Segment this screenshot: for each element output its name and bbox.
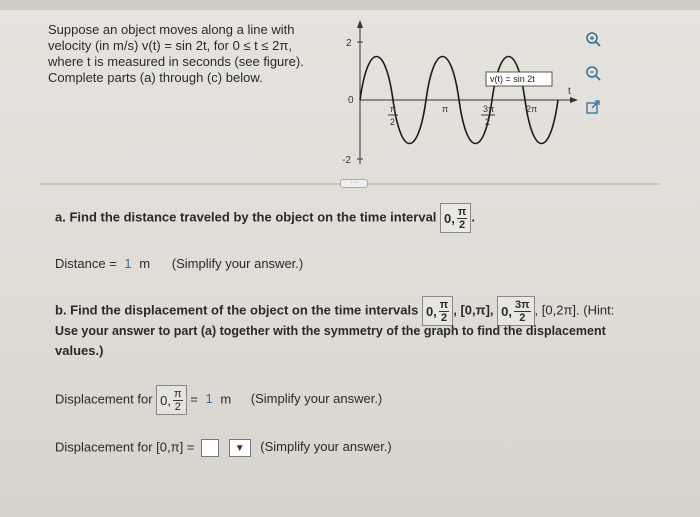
- y-tick-label-2: 2: [346, 38, 352, 49]
- zoom-in-icon[interactable]: [582, 28, 604, 50]
- problem-line-1: Suppose an object moves along a line with: [48, 22, 295, 37]
- disp1-equals: =: [190, 391, 198, 407]
- t-axis-label: t: [568, 86, 571, 97]
- part-b-interval-1: [422, 296, 453, 326]
- divider-handle[interactable]: ···: [340, 179, 368, 188]
- problem-line-2: velocity (in m/s) v(t) = sin 2t, for 0 ≤ t ≤ 2π,: [48, 38, 292, 53]
- disp1-den: 2: [174, 400, 181, 413]
- part-a-question: [55, 203, 475, 233]
- part-b-line-3: values.): [55, 343, 104, 358]
- part-a-interval-start: 0,: [444, 210, 455, 226]
- x-tick-pi: π: [442, 104, 449, 114]
- part-b-sep1: , [0,π],: [453, 302, 494, 318]
- part-b-int1-frac: [439, 299, 449, 324]
- displacement-1-label: Displacement for: [55, 391, 153, 407]
- part-b-int1-start: 0,: [425, 303, 437, 319]
- part-b-int2-frac: [514, 299, 531, 324]
- y-tick-label-neg2: -2: [342, 155, 351, 166]
- x-tick-pi-half-den: 2: [390, 117, 396, 127]
- displacement-2-label: Displacement for [0,π] =: [55, 439, 195, 455]
- displacement-2-row: [55, 439, 392, 457]
- problem-statement: [48, 22, 348, 86]
- part-a-interval-frac: [457, 206, 467, 231]
- part-a-frac-den: 2: [459, 218, 466, 231]
- x-tick-2pi: 2π: [526, 104, 538, 114]
- part-b-int2-den: 2: [519, 311, 526, 324]
- displacement-1-value[interactable]: 1: [205, 391, 213, 407]
- x-axis-arrow: [570, 97, 578, 103]
- part-b-int2-start: 0,: [501, 303, 512, 319]
- displacement-1-interval: [156, 385, 186, 415]
- x-tick-3pi-half-den: 2: [485, 117, 491, 127]
- chevron-down-icon: ▼: [234, 442, 245, 454]
- part-b-int1-den: 2: [440, 311, 448, 324]
- graph-toolbar: [582, 28, 608, 130]
- distance-hint: (Simplify your answer.): [171, 256, 304, 271]
- disp1-frac: [173, 388, 183, 413]
- legend-text: v(t) = sin 2t: [490, 74, 535, 84]
- top-bar: [0, 0, 700, 10]
- part-b-int1-num: π: [439, 298, 449, 311]
- part-a-period: .: [471, 209, 475, 225]
- distance-value[interactable]: 1: [124, 256, 132, 271]
- part-a-answer-row: [55, 256, 303, 271]
- zoom-out-icon[interactable]: [582, 62, 604, 84]
- displacement-1-row: [55, 385, 382, 415]
- part-b-interval-2: [497, 296, 534, 326]
- problem-line-3: where t is measured in seconds (see figure).: [48, 54, 304, 69]
- part-b-line-2: Use your answer to part (a) together with the symmetry of the graph to find the displacement: [55, 324, 606, 338]
- y-axis-arrow: [357, 20, 363, 28]
- part-b-sep2: , [0,2π]. (Hint:: [534, 302, 615, 318]
- displacement-1-unit: m: [220, 391, 232, 407]
- problem-line-4: Complete parts (a) through (c) below.: [48, 70, 263, 85]
- part-b-question-start: b. Find the displacement of the object on the time intervals: [55, 302, 419, 318]
- distance-unit: m: [139, 256, 151, 271]
- y-tick-label-0: 0: [348, 95, 354, 106]
- x-tick-pi-half-num: π: [390, 104, 397, 114]
- part-a-question-text: a. Find the distance traveled by the object on the time interval: [55, 209, 437, 225]
- unit-dropdown[interactable]: [229, 439, 251, 457]
- displacement-2-input[interactable]: [201, 439, 219, 457]
- part-a-frac-num: π: [457, 205, 467, 218]
- disp1-start: 0,: [160, 392, 172, 408]
- part-b-question: [55, 296, 614, 326]
- displacement-1-hint: (Simplify your answer.): [250, 391, 383, 407]
- displacement-2-hint: (Simplify your answer.): [260, 439, 392, 455]
- part-b-int2-num: 3π: [514, 298, 530, 311]
- external-link-icon[interactable]: [582, 96, 604, 118]
- part-a-interval: [440, 203, 471, 233]
- distance-label: Distance =: [55, 256, 117, 271]
- velocity-graph: [330, 14, 580, 174]
- x-tick-3pi-half-num: 3π: [483, 104, 495, 114]
- disp1-num: π: [174, 387, 182, 400]
